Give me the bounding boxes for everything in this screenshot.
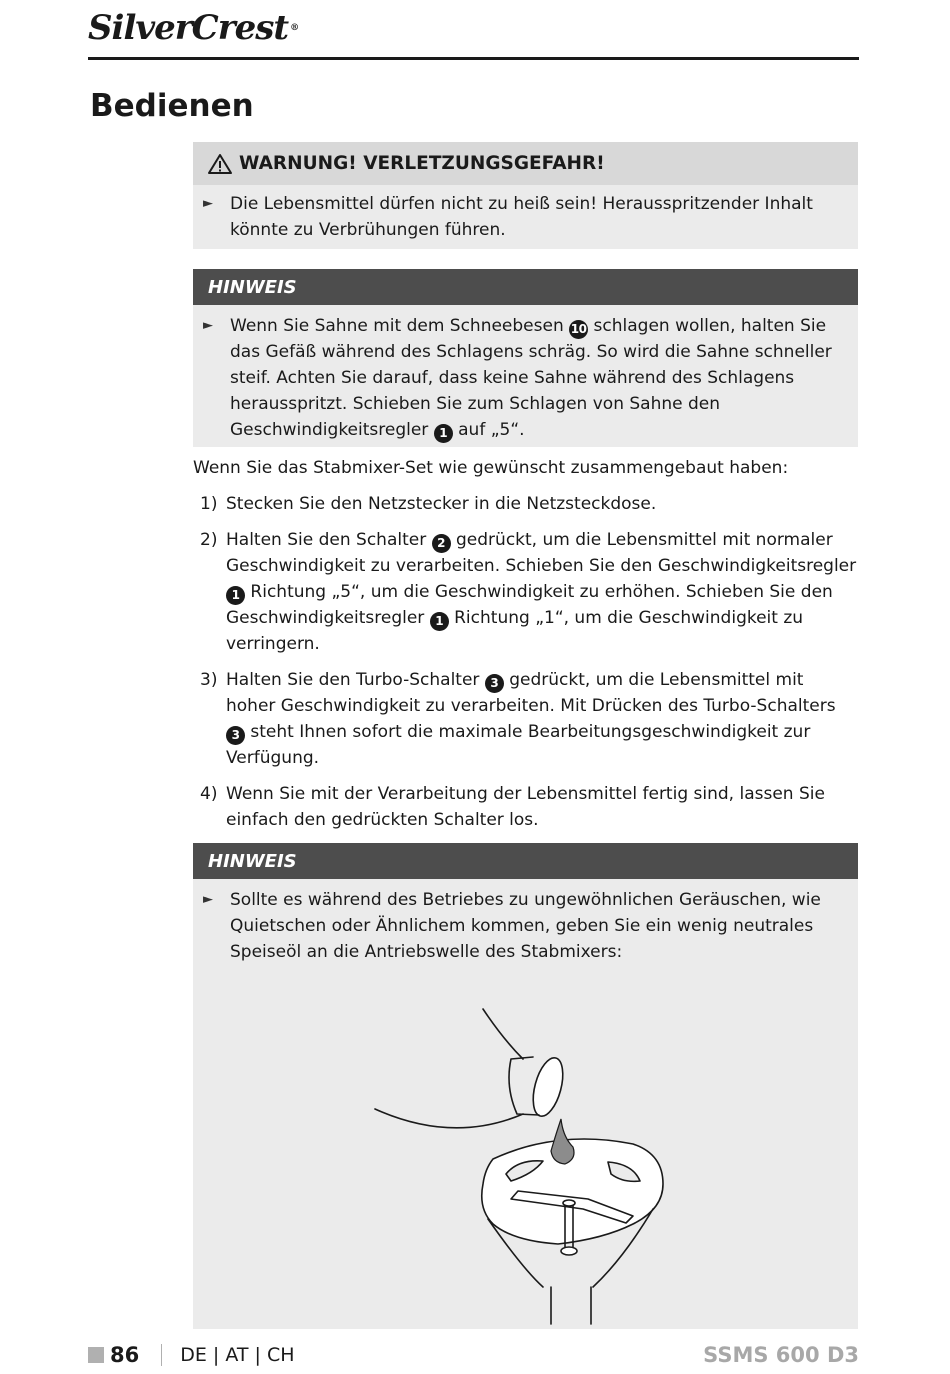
bullet-arrow-icon: ►: [203, 892, 213, 907]
page-footer: [88, 1338, 859, 1372]
ref-badge-speed: 1: [226, 586, 245, 605]
note-text: Wenn Sie Sahne mit dem Schneebesen 10 schlagen wollen, halten Sie das Gefäß während des Schlagens schräg. So wird die Sahne schneller steif. Achten Sie darauf, dass keine Sahne während des Schlagens herausspritzt. Schieben Sie zum Schlagen von Sahne den Geschwindigkeitsregler 1 auf „5“.: [230, 313, 846, 443]
step-2: 2) Halten Sie den Schalter 2 gedrückt, um die Lebensmittel mit normaler Geschwindigkeit zu verarbeiten. Schieben Sie den Geschwindigkeitsregler 1 Richtung „5“, um die Geschwindigkeit zu erhöhen. Schieben Sie den Geschwindigkeitsregler 1 Richtung „1“, um die Geschwindigkeit zu verringern.: [200, 530, 857, 654]
ref-badge-whisk: 10: [569, 320, 588, 339]
step-1: 1) Stecken Sie den Netzstecker in die Netzsteckdose.: [200, 494, 657, 514]
brand-logo: SilverCrest ®: [88, 8, 299, 48]
step-4: 4) Wenn Sie mit der Verarbeitung der Lebensmittel fertig sind, lassen Sie einfach den gedrückten Schalter los.: [200, 784, 825, 830]
footer-square-icon: [88, 1347, 104, 1363]
ref-badge-turbo: 3: [226, 726, 245, 745]
oil-bottle-blender-illustration: [193, 969, 858, 1334]
step-3: 3) Halten Sie den Turbo-Schalter 3 gedrückt, um die Lebensmittel mit hoher Geschwindigkeit zu verarbeiten. Mit Drücken des Turbo-Schalters 3 steht Ihnen sofort die maximale Bearbeitungsgeschwindigkeit zur Verfügung.: [200, 670, 836, 768]
warning-title: WARNUNG! VERLETZUNGSGEFAHR!: [239, 153, 605, 174]
ref-badge-switch: 2: [432, 534, 451, 553]
illustration-oil-drop: [193, 969, 858, 1329]
model-number: SSMS 600 D3: [703, 1343, 859, 1367]
bullet-arrow-icon: ►: [203, 196, 213, 211]
ref-badge-turbo: 3: [485, 674, 504, 693]
warning-header: [193, 142, 858, 185]
ref-badge-speed: 1: [434, 424, 453, 443]
warning-text: Die Lebensmittel dürfen nicht zu heiß sein! Herausspritzender Inhalt könnte zu Verbrühungen führen.: [230, 194, 813, 240]
warning-triangle-icon: [207, 153, 233, 175]
bullet-arrow-icon: ►: [203, 318, 213, 333]
note-header: HINWEIS: [193, 843, 858, 879]
note-box-cream: [193, 269, 858, 447]
ref-badge-speed: 1: [430, 612, 449, 631]
page-number: 86: [110, 1343, 140, 1367]
note-box-oil: [193, 843, 858, 1329]
main-content: [193, 142, 858, 1329]
header-rule: [88, 57, 859, 60]
intro-text: Wenn Sie das Stabmixer-Set wie gewünscht zusammengebaut haben:: [193, 458, 789, 478]
note-text: Sollte es während des Betriebes zu ungewöhnlichen Geräuschen, wie Quietschen oder Ähnlichem kommen, geben Sie ein wenig neutrales Speiseöl an die Antriebswelle des Stabmixers:: [230, 890, 821, 962]
note-header: HINWEIS: [193, 269, 858, 305]
country-codes: DE | AT | CH: [180, 1344, 295, 1366]
note-item: [193, 305, 858, 447]
footer-divider: [161, 1344, 162, 1366]
warning-item: [193, 185, 858, 249]
warning-box: [193, 142, 858, 249]
section-title: Bedienen: [90, 88, 254, 124]
note-item: [193, 879, 858, 969]
